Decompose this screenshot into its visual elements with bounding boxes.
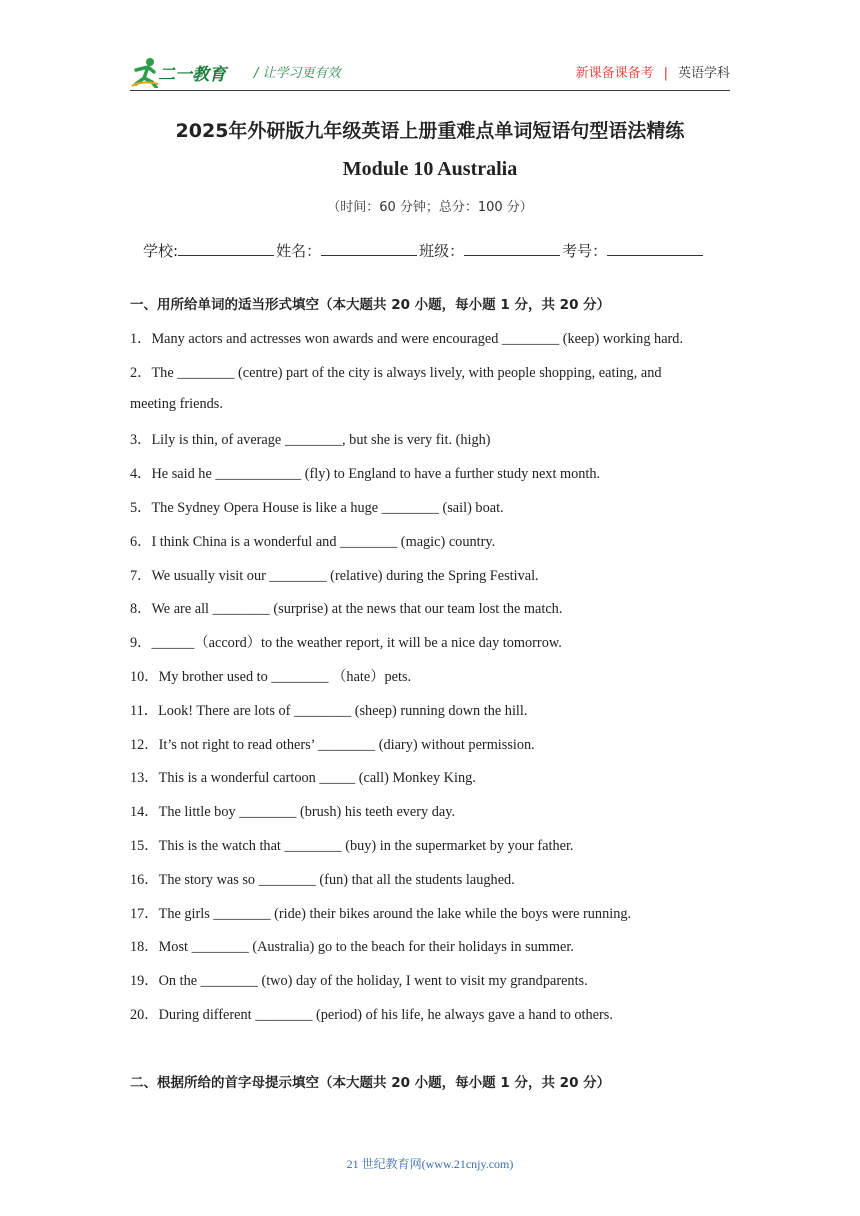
header-slogan: / 让学习更有效 bbox=[254, 66, 341, 81]
question-17: 17．The girls ________ (ride) their bikes around the lake while the boys were running. bbox=[130, 906, 632, 922]
page-header bbox=[130, 56, 730, 92]
document-title: 2025年外研版九年级英语上册重难点单词短语句型语法精练 bbox=[175, 120, 685, 142]
question-4: 4．He said he ____________ (fly) to England to have a further study next month. bbox=[130, 466, 601, 482]
question-19: 19．On the ________ (two) day of the holiday, I went to visit my grandparents. bbox=[130, 973, 588, 989]
question-15: 15．This is the watch that ________ (buy) in the supermarket by your father. bbox=[130, 838, 574, 854]
class-blank bbox=[464, 241, 560, 256]
student-info-row bbox=[143, 240, 705, 261]
school-blank bbox=[178, 241, 274, 256]
question-13: 13．This is a wonderful cartoon _____ (call) Monkey King. bbox=[130, 770, 476, 786]
header-subject bbox=[576, 62, 730, 81]
class-label: 班级： bbox=[419, 242, 465, 260]
question-1: 1．Many actors and actresses won awards and were encouraged ________ (keep) working hard. bbox=[130, 331, 684, 347]
question-11: 11．Look! There are lots of ________ (sheep) running down the hill. bbox=[130, 703, 528, 719]
question-12: 12．It’s not right to read others’ ________ (diary) without permission. bbox=[130, 737, 535, 753]
header-tag: 新课备课备考 bbox=[575, 66, 654, 81]
number-blank bbox=[607, 241, 703, 256]
question-6: 6．I think China is a wonderful and ________ (magic) country. bbox=[130, 534, 496, 550]
question-2: 2．The ________ (centre) part of the city is always lively, with people shopping, eating, and bbox=[130, 365, 662, 381]
question-18: 18．Most ________ (Australia) go to the beach for their holidays in summer. bbox=[130, 939, 574, 955]
header-subject-label: 英语学科 bbox=[677, 66, 730, 81]
section-1-title: 一、用所给单词的适当形式填空（本大题共 20 小题，每小题 1 分，共 20 分） bbox=[130, 297, 611, 313]
module-title: Module 10 Australia bbox=[342, 158, 518, 180]
question-20: 20．During different ________ (period) of his life, he always gave a hand to others. bbox=[130, 1007, 613, 1023]
name-label: 姓名： bbox=[276, 242, 322, 260]
question-16: 16．The story was so ________ (fun) that all the students laughed. bbox=[130, 872, 515, 888]
question-8: 8．We are all ________ (surprise) at the news that our team lost the match. bbox=[130, 601, 563, 617]
question-3: 3．Lily is thin, of average ________, but she is very fit. (high) bbox=[130, 432, 491, 448]
brand-logo bbox=[130, 56, 238, 90]
name-blank bbox=[321, 241, 417, 256]
question-7: 7．We usually visit our ________ (relative) during the Spring Festival. bbox=[130, 568, 539, 584]
question-10: 10．My brother used to ________ （hate）pets. bbox=[130, 669, 412, 685]
header-separator: | bbox=[663, 66, 668, 81]
question-2-continued: meeting friends. bbox=[130, 396, 223, 412]
section-2-title: 二、根据所给的首字母提示填空（本大题共 20 小题，每小题 1 分，共 20 分） bbox=[130, 1075, 611, 1091]
question-5: 5．The Sydney Opera House is like a huge ________ (sail) boat. bbox=[130, 500, 504, 516]
header-divider bbox=[130, 90, 730, 91]
question-14: 14．The little boy ________ (brush) his teeth every day. bbox=[130, 804, 456, 820]
runner-icon bbox=[130, 56, 160, 88]
logo-text: 二一教育 bbox=[158, 65, 226, 85]
page-footer: 21 世纪教育网(www.21cnjy.com) bbox=[346, 1157, 514, 1171]
exam-time: （时间：60 分钟；总分：100 分） bbox=[327, 200, 533, 215]
number-label: 考号： bbox=[562, 242, 608, 260]
school-label: 学校: bbox=[143, 242, 179, 260]
question-9: 9．______（accord）to the weather report, it will be a nice day tomorrow. bbox=[130, 635, 562, 651]
